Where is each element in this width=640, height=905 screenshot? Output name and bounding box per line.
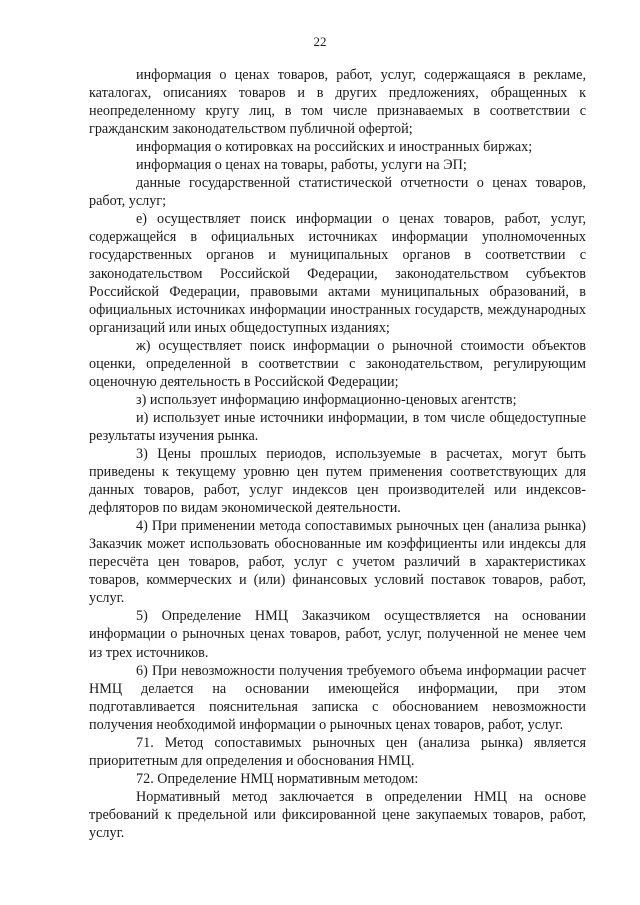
paragraph-section-71: 71. Метод сопоставимых рыночных цен (анализа рынка) является приоритетным для определения и обоснования НМЦ.	[89, 734, 586, 769]
paragraph-point-5: 5) Определение НМЦ Заказчиком осуществляется на основании информации о рыночных ценах товаров, работ, услуг, полученной не менее чем из трех источников.	[89, 608, 586, 661]
paragraph-info-exchange-quotes: информация о котировках на российских и иностранных биржах;	[136, 139, 533, 156]
paragraph-point-4: 4) При применении метода сопоставимых рыночных цен (анализа рынка) Заказчик может использовать обоснованные им коэффициенты или индексы для пересчёта цен товаров, работ, услуг с учетом различий в характеристиках товаров, коммерческих и (или) финансовых условий поставок товаров, работ, услуг.	[89, 518, 586, 607]
paragraph-point-3: 3) Цены прошлых периодов, используемые в расчетах, могут быть приведены к текущему уровню цен путем применения соответствующих для данных товаров, работ, услуг индексов цен производителей или индексов-дефляторов по видам экономической деятельности.	[89, 445, 586, 517]
paragraph-item-zh: ж) осуществляет поиск информации о рыночной стоимости объектов оценки, определенной в соответствии с законодательством, регулирующим оценочную деятельность в Российской Федерации;	[89, 337, 586, 390]
paragraph-item-i: и) использует иные источники информации, в том числе общедоступные результаты изучения рынка.	[89, 409, 586, 444]
paragraph-section-72: 72. Определение НМЦ нормативным методом:	[136, 770, 419, 787]
paragraph-point-6: 6) При невозможности получения требуемого объема информации расчет НМЦ делается на основании имеющейся информации, при этом подготавливается пояснительная записка с обоснованием невозможности получения необходимой информации о рыночных ценах товаров, работ, услуг.	[89, 662, 586, 733]
paragraph-item-z: з) использует информацию информационно-ценовых агентств;	[136, 391, 517, 408]
paragraph-info-ep-prices: информация о ценах на товары, работы, услуги на ЭП;	[136, 157, 467, 174]
paragraph-statistics-data: данные государственной статистической отчетности о ценах товаров, работ, услуг;	[89, 175, 586, 210]
paragraph-info-advertising: информация о ценах товаров, работ, услуг, содержащаяся в рекламе, каталогах, описаниях товаров и в других предложениях, обращенных к неопределенному кругу лиц, в том числе признаваемых в соответствии с гражданским законодательством публичной офертой;	[89, 67, 586, 138]
document-body	[89, 66, 586, 842]
page-number: 22	[313, 34, 327, 49]
paragraph-normative-method: Нормативный метод заключается в определении НМЦ на основе требований к предельной или фиксированной цене закупаемых товаров, работ, услуг.	[89, 788, 586, 841]
paragraph-item-e: е) осуществляет поиск информации о ценах товаров, работ, услуг, содержащейся в официальных источниках информации уполномоченных государственных органов и муниципальных органов в соответствии с законодательством Российской Федерации, законодательством субъектов Российской Федерации, правовыми актами муниципальных образований, в официальных источниках информации иностранных государств, международных организаций или иных общедоступных изданиях;	[89, 211, 586, 336]
